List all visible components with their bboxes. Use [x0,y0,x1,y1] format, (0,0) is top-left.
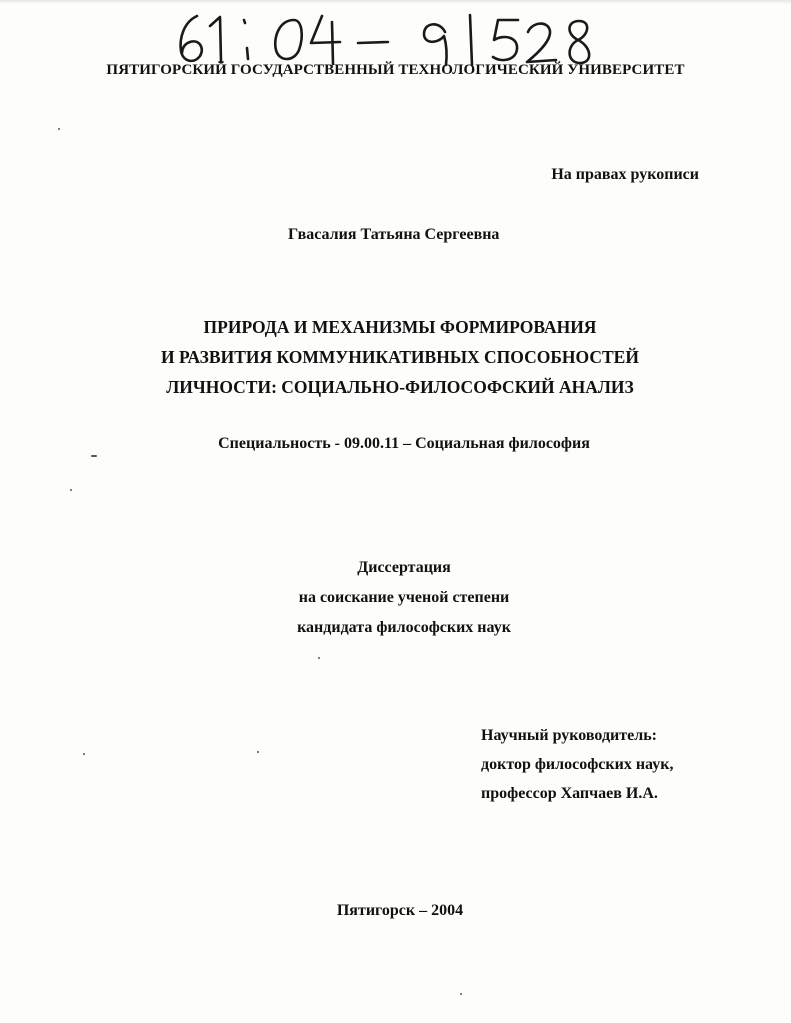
author-name: Гвасалия Татьяна Сергеевна [288,226,500,243]
degree-line: на соискание ученой степени [298,589,510,606]
scan-speck [318,657,320,659]
supervisor-line: доктор философских наук, [481,756,674,773]
title-line: И РАЗВИТИЯ КОММУНИКАТИВНЫХ СПОСОБНОСТЕЙ [161,347,639,367]
dissertation-title [0,312,791,402]
scan-speck [91,455,97,457]
title-line: ЛИЧНОСТИ: СОЦИАЛЬНО-ФИЛОСОФСКИЙ АНАЛИЗ [166,377,634,397]
degree-line: Диссертация [357,559,451,576]
scan-speck [58,128,60,130]
scan-speck [70,489,72,491]
degree-statement [0,553,791,643]
supervisor-line: профессор Хапчаев И.А. [481,785,658,802]
title-line: ПРИРОДА И МЕХАНИЗМЫ ФОРМИРОВАНИЯ [203,317,597,337]
scan-speck [83,753,85,755]
city-and-year: Пятигорск – 2004 [336,902,464,919]
scan-speck [257,751,259,753]
manuscript-rights-note: На правах рукописи [551,166,699,183]
handwritten-catalogue-number [170,10,630,70]
scan-speck [460,993,462,995]
university-name: ПЯТИГОРСКИЙ ГОСУДАРСТВЕННЫЙ ТЕХНОЛОГИЧЕСКИЙ УНИВЕРСИТЕТ [106,62,685,78]
scan-top-edge [0,0,791,4]
degree-line: кандидата философских наук [297,619,511,636]
supervisor-info [481,721,673,808]
supervisor-line: Научный руководитель: [481,727,657,744]
specialty-line: Специальность - 09.00.11 – Социальная философия [218,435,590,452]
